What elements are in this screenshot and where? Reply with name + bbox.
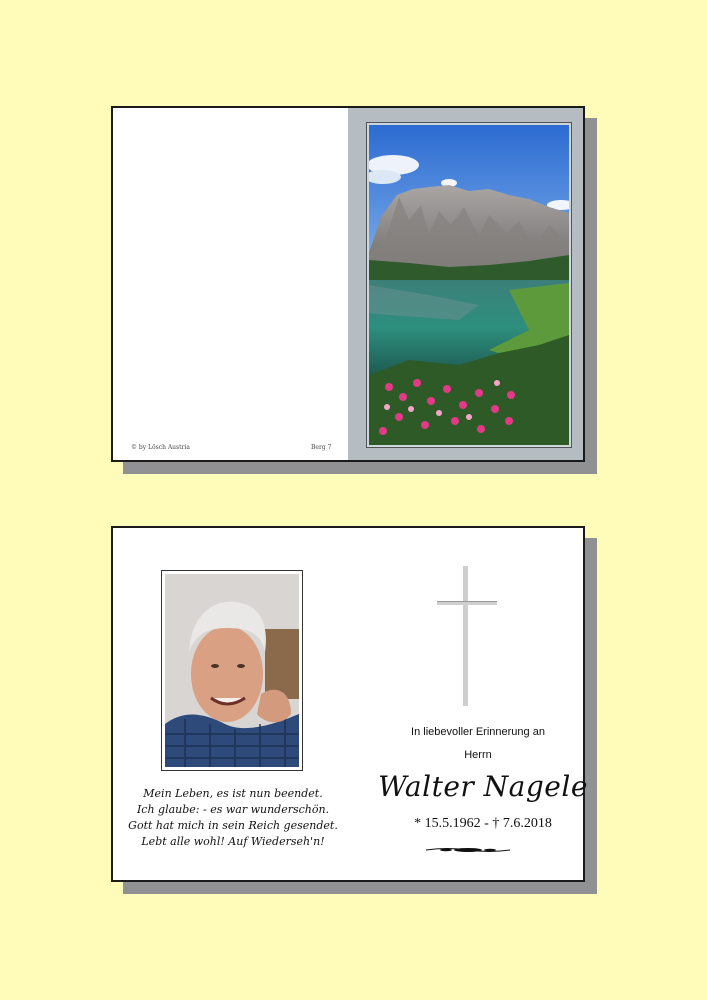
poem-line: Gott hat mich in sein Reich gesendet. [128, 819, 338, 832]
card-blank-left [113, 108, 348, 460]
landscape-photo-frame [366, 122, 572, 448]
ornament-divider-icon [426, 846, 510, 854]
poem-line: Mein Leben, es ist nun beendet. [143, 787, 323, 800]
poem-text [113, 786, 353, 850]
portrait-frame [161, 570, 303, 771]
model-label: Berg 7 [311, 444, 332, 451]
photo-panel [348, 108, 583, 460]
memorial-card-inner [111, 526, 588, 882]
life-dates: * 15.5.1962 - † 7.6.2018 [414, 816, 552, 831]
deceased-name: Walter Nagele [378, 770, 588, 803]
copyright-text: © by Lösch Austria [131, 444, 190, 451]
memorial-card-front [111, 106, 585, 462]
poem-line: Ich glaube: - es war wunderschön. [136, 803, 330, 816]
salutation: Herrn [464, 749, 492, 761]
landscape-photo [369, 125, 569, 445]
portrait-photo [165, 574, 299, 767]
cross-icon [437, 566, 497, 706]
memory-phrase: In liebevoller Erinnerung an [411, 726, 545, 738]
poem-line: Lebt alle wohl! Auf Wiederseh'n! [141, 835, 325, 848]
